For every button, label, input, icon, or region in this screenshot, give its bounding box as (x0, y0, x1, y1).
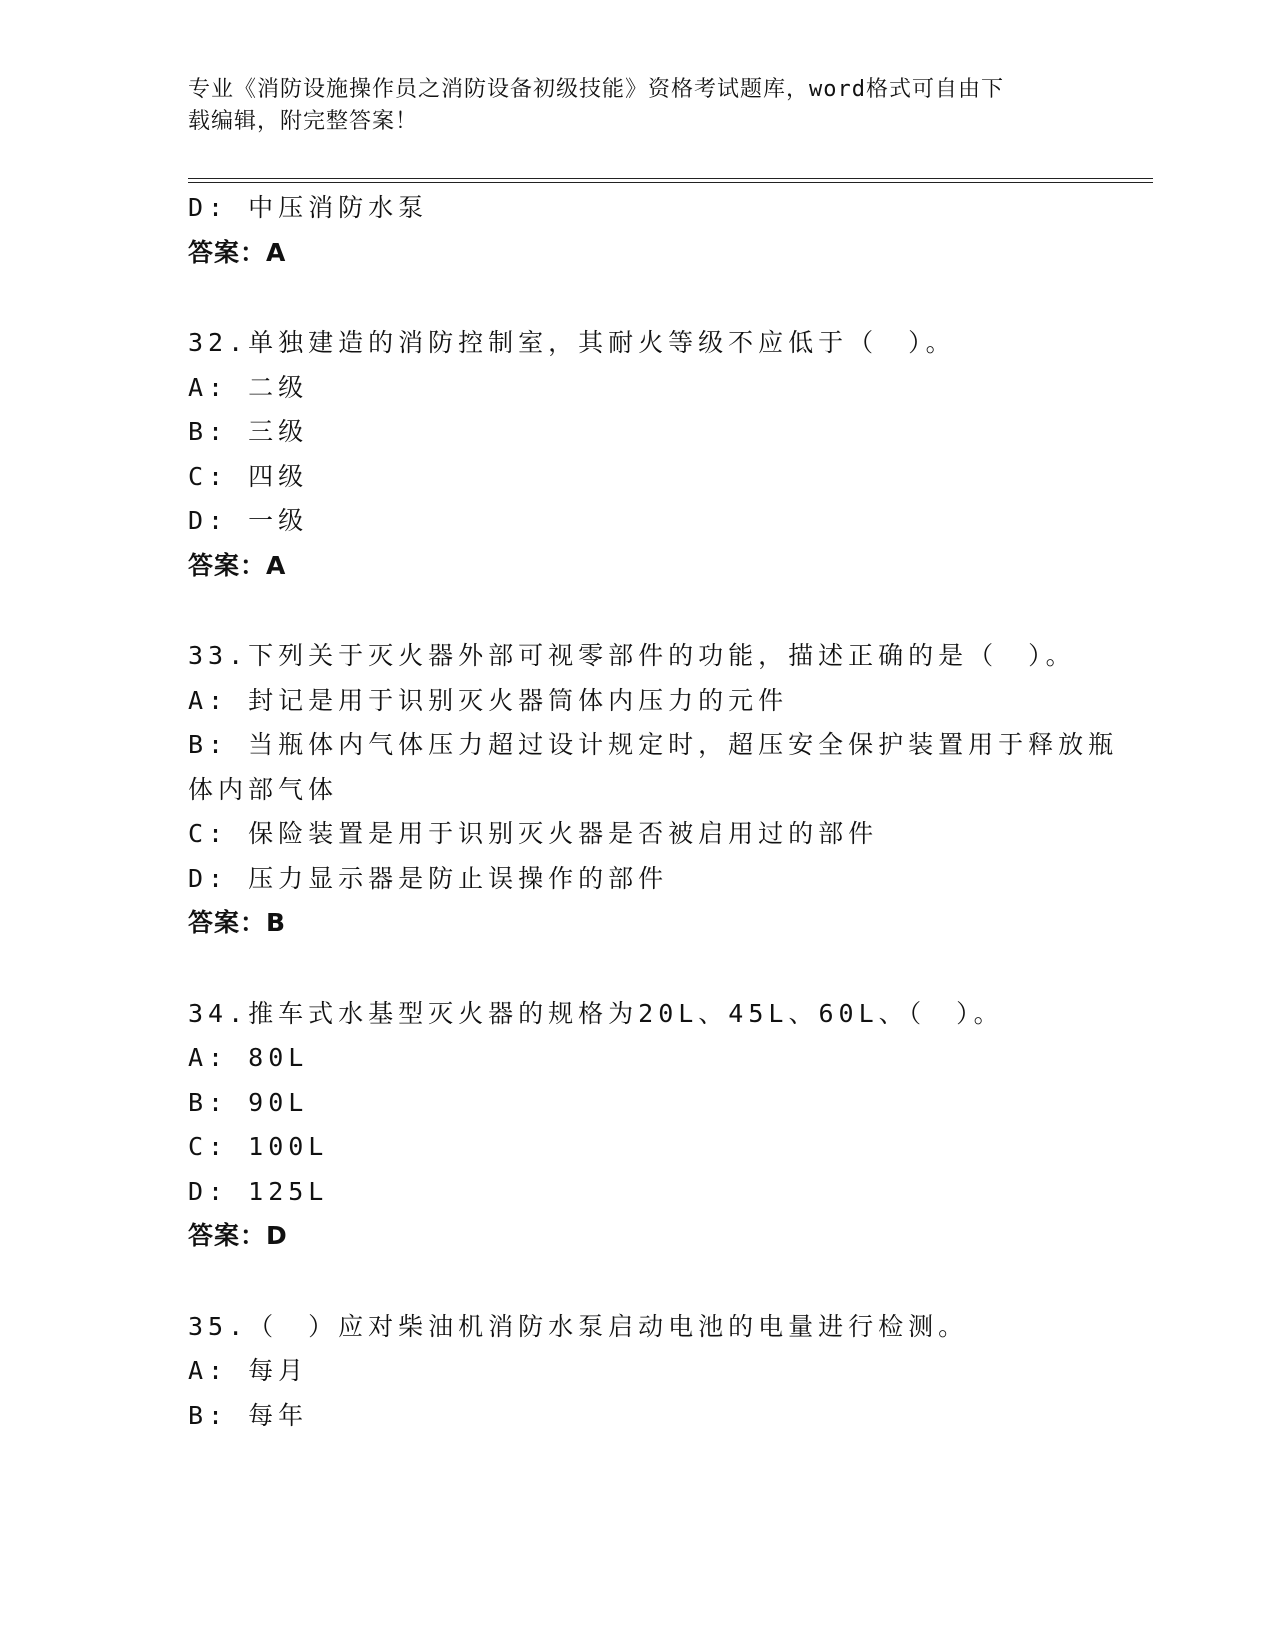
q32-option-b: B: 三级 (188, 417, 309, 446)
q34-option-b: B: 90L (188, 1088, 309, 1117)
q34-option-c: C: 100L (188, 1132, 329, 1161)
q34-answer: 答案：D (188, 1221, 288, 1250)
q33-option-b-line1: B: 当瓶体内气体压力超过设计规定时，超压安全保护装置用于释放瓶 (188, 730, 1119, 759)
header-line-2: 载编辑，附完整答案！ (188, 109, 419, 134)
header-line-1: 专业《消防设施操作员之消防设备初级技能》资格考试题库，word格式可自由下 (188, 77, 1004, 102)
q33-option-d: D: 压力显示器是防止误操作的部件 (188, 864, 669, 893)
q32-option-a: A: 二级 (188, 373, 309, 402)
q34-stem: 34.推车式水基型灭火器的规格为20L、45L、60L、（ ）。 (188, 999, 1004, 1028)
q32-option-d: D: 一级 (188, 506, 309, 535)
prev-answer: 答案：A (188, 238, 287, 267)
q32-stem: 32.单独建造的消防控制室，其耐火等级不应低于（ ）。 (188, 328, 956, 357)
q35-option-a: A: 每月 (188, 1356, 309, 1385)
document-header (188, 74, 1088, 138)
header-divider-top (188, 178, 1153, 179)
q34-option-d: D: 125L (188, 1177, 329, 1206)
q33-stem: 33.下列关于灭火器外部可视零部件的功能，描述正确的是（ ）。 (188, 641, 1076, 670)
q35-option-b: B: 每年 (188, 1401, 309, 1430)
header-divider-bottom (188, 182, 1153, 183)
q33-answer: 答案：B (188, 908, 287, 937)
q33-option-a: A: 封记是用于识别灭火器筒体内压力的元件 (188, 686, 789, 715)
prev-option-d: D: 中压消防水泵 (188, 193, 429, 222)
q35-stem: 35.（ ）应对柴油机消防水泵启动电池的电量进行检测。 (188, 1312, 969, 1341)
q33-option-c: C: 保险装置是用于识别灭火器是否被启用过的部件 (188, 819, 879, 848)
q33-option-b-line2: 体内部气体 (188, 775, 339, 804)
q32-option-c: C: 四级 (188, 462, 309, 491)
q34-option-a: A: 80L (188, 1043, 309, 1072)
q32-answer: 答案：A (188, 551, 287, 580)
